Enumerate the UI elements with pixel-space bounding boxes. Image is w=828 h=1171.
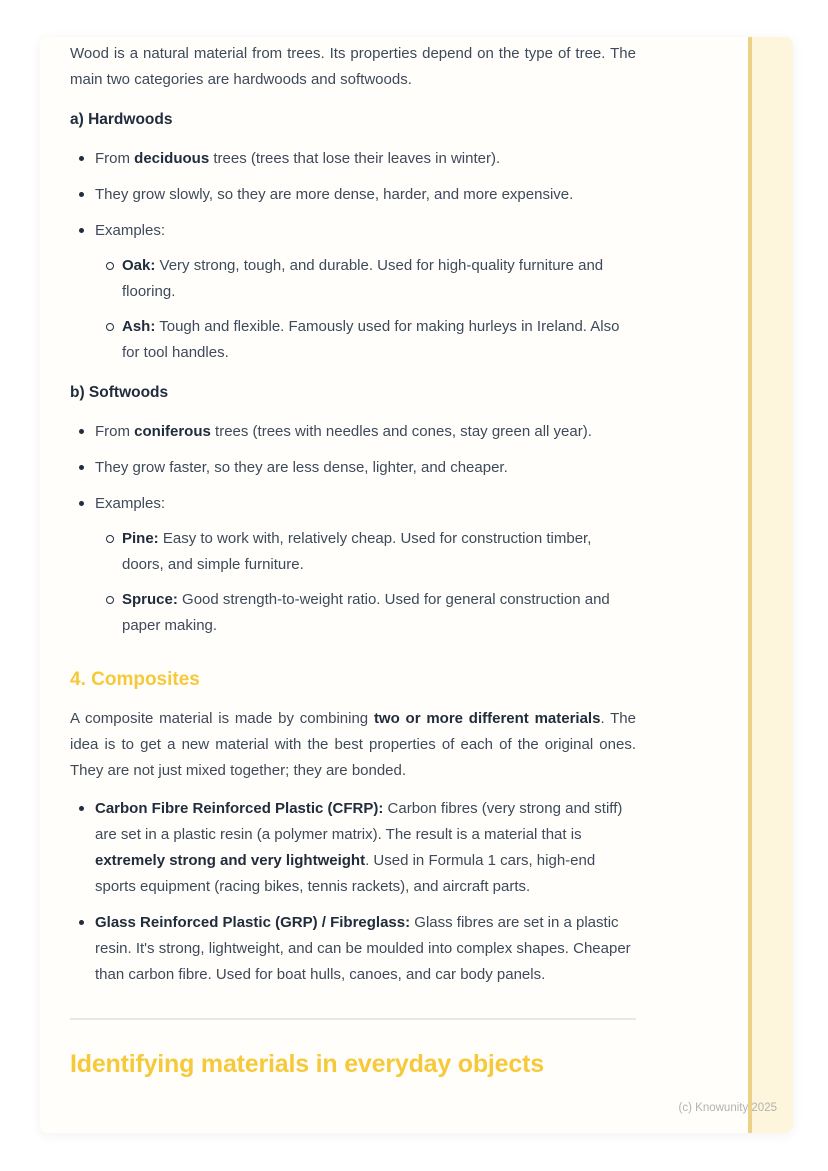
hardwoods-list: [70, 146, 636, 366]
bullet-text: Examples:: [95, 222, 166, 239]
list-item: [70, 491, 636, 639]
list-item: [95, 526, 636, 578]
list-item: [70, 796, 636, 900]
list-item: [70, 419, 636, 445]
composites-section-heading: 4. Composites: [70, 669, 200, 690]
list-item: [70, 182, 636, 208]
bullet-text: Ash: Tough and flexible. Famously used for making hurleys in Ireland. Also for tool handles.: [122, 318, 620, 361]
section-divider: [70, 1018, 636, 1020]
softwoods-heading: b) Softwoods: [70, 384, 169, 401]
list-item: [70, 218, 636, 366]
bullet-text: They grow faster, so they are less dense, lighter, and cheaper.: [95, 459, 508, 476]
intro-paragraph: Wood is a natural material from trees. Its properties depend on the type of tree. The main two categories are hardwoods and softwoods.: [70, 45, 636, 88]
composites-list: [70, 796, 636, 988]
list-item: [95, 314, 636, 366]
softwoods-examples-list: [95, 526, 636, 639]
bullet-text: Spruce: Good strength-to-weight ratio. Used for general construction and paper making.: [122, 591, 610, 634]
bullet-text: Pine: Easy to work with, relatively cheap. Used for construction timber, doors, and simple furniture.: [122, 530, 592, 573]
list-item: [70, 146, 636, 172]
identifying-materials-heading: Identifying materials in everyday objects: [70, 1050, 544, 1078]
bullet-text: From coniferous trees (trees with needles and cones, stay green all year).: [95, 423, 592, 440]
bullet-text: Oak: Very strong, tough, and durable. Used for high-quality furniture and flooring.: [122, 257, 604, 300]
list-item: [70, 455, 636, 481]
hardwoods-examples-list: [95, 253, 636, 366]
softwoods-list: [70, 419, 636, 639]
bullet-text: They grow slowly, so they are more dense, harder, and more expensive.: [95, 186, 574, 203]
list-item: [70, 910, 636, 988]
bullet-text: Examples:: [95, 495, 166, 512]
hardwoods-heading: a) Hardwoods: [70, 111, 173, 128]
bullet-text: Glass Reinforced Plastic (GRP) / Fibreglass: Glass fibres are set in a plastic resin. It's strong, lightweight, and can be moulded into complex shapes. Cheaper than carbon fibre. Used for boat hulls, canoes, and car body panels.: [95, 914, 631, 983]
bullet-text: Carbon Fibre Reinforced Plastic (CFRP): Carbon fibres (very strong and stiff) are set in a plastic resin (a polymer matrix). The result is a material that is extremely strong and very lightweight. Used in Formula 1 cars, high-end sports equipment (racing bikes, tennis rackets), and aircraft parts.: [95, 800, 623, 895]
copyright-watermark: (c) Knowunity 2025: [678, 1102, 777, 1114]
list-item: [95, 253, 636, 305]
document-page: [40, 37, 793, 1133]
page-edge-stripe: [752, 37, 793, 1133]
bullet-text: From deciduous trees (trees that lose their leaves in winter).: [95, 150, 501, 167]
composites-paragraph: A composite material is made by combining two or more different materials. The idea is to get a new material with the best properties of each of the original ones. They are not just mixed together; they are bonded.: [70, 710, 636, 779]
document-content: [70, 41, 636, 1080]
list-item: [95, 587, 636, 639]
